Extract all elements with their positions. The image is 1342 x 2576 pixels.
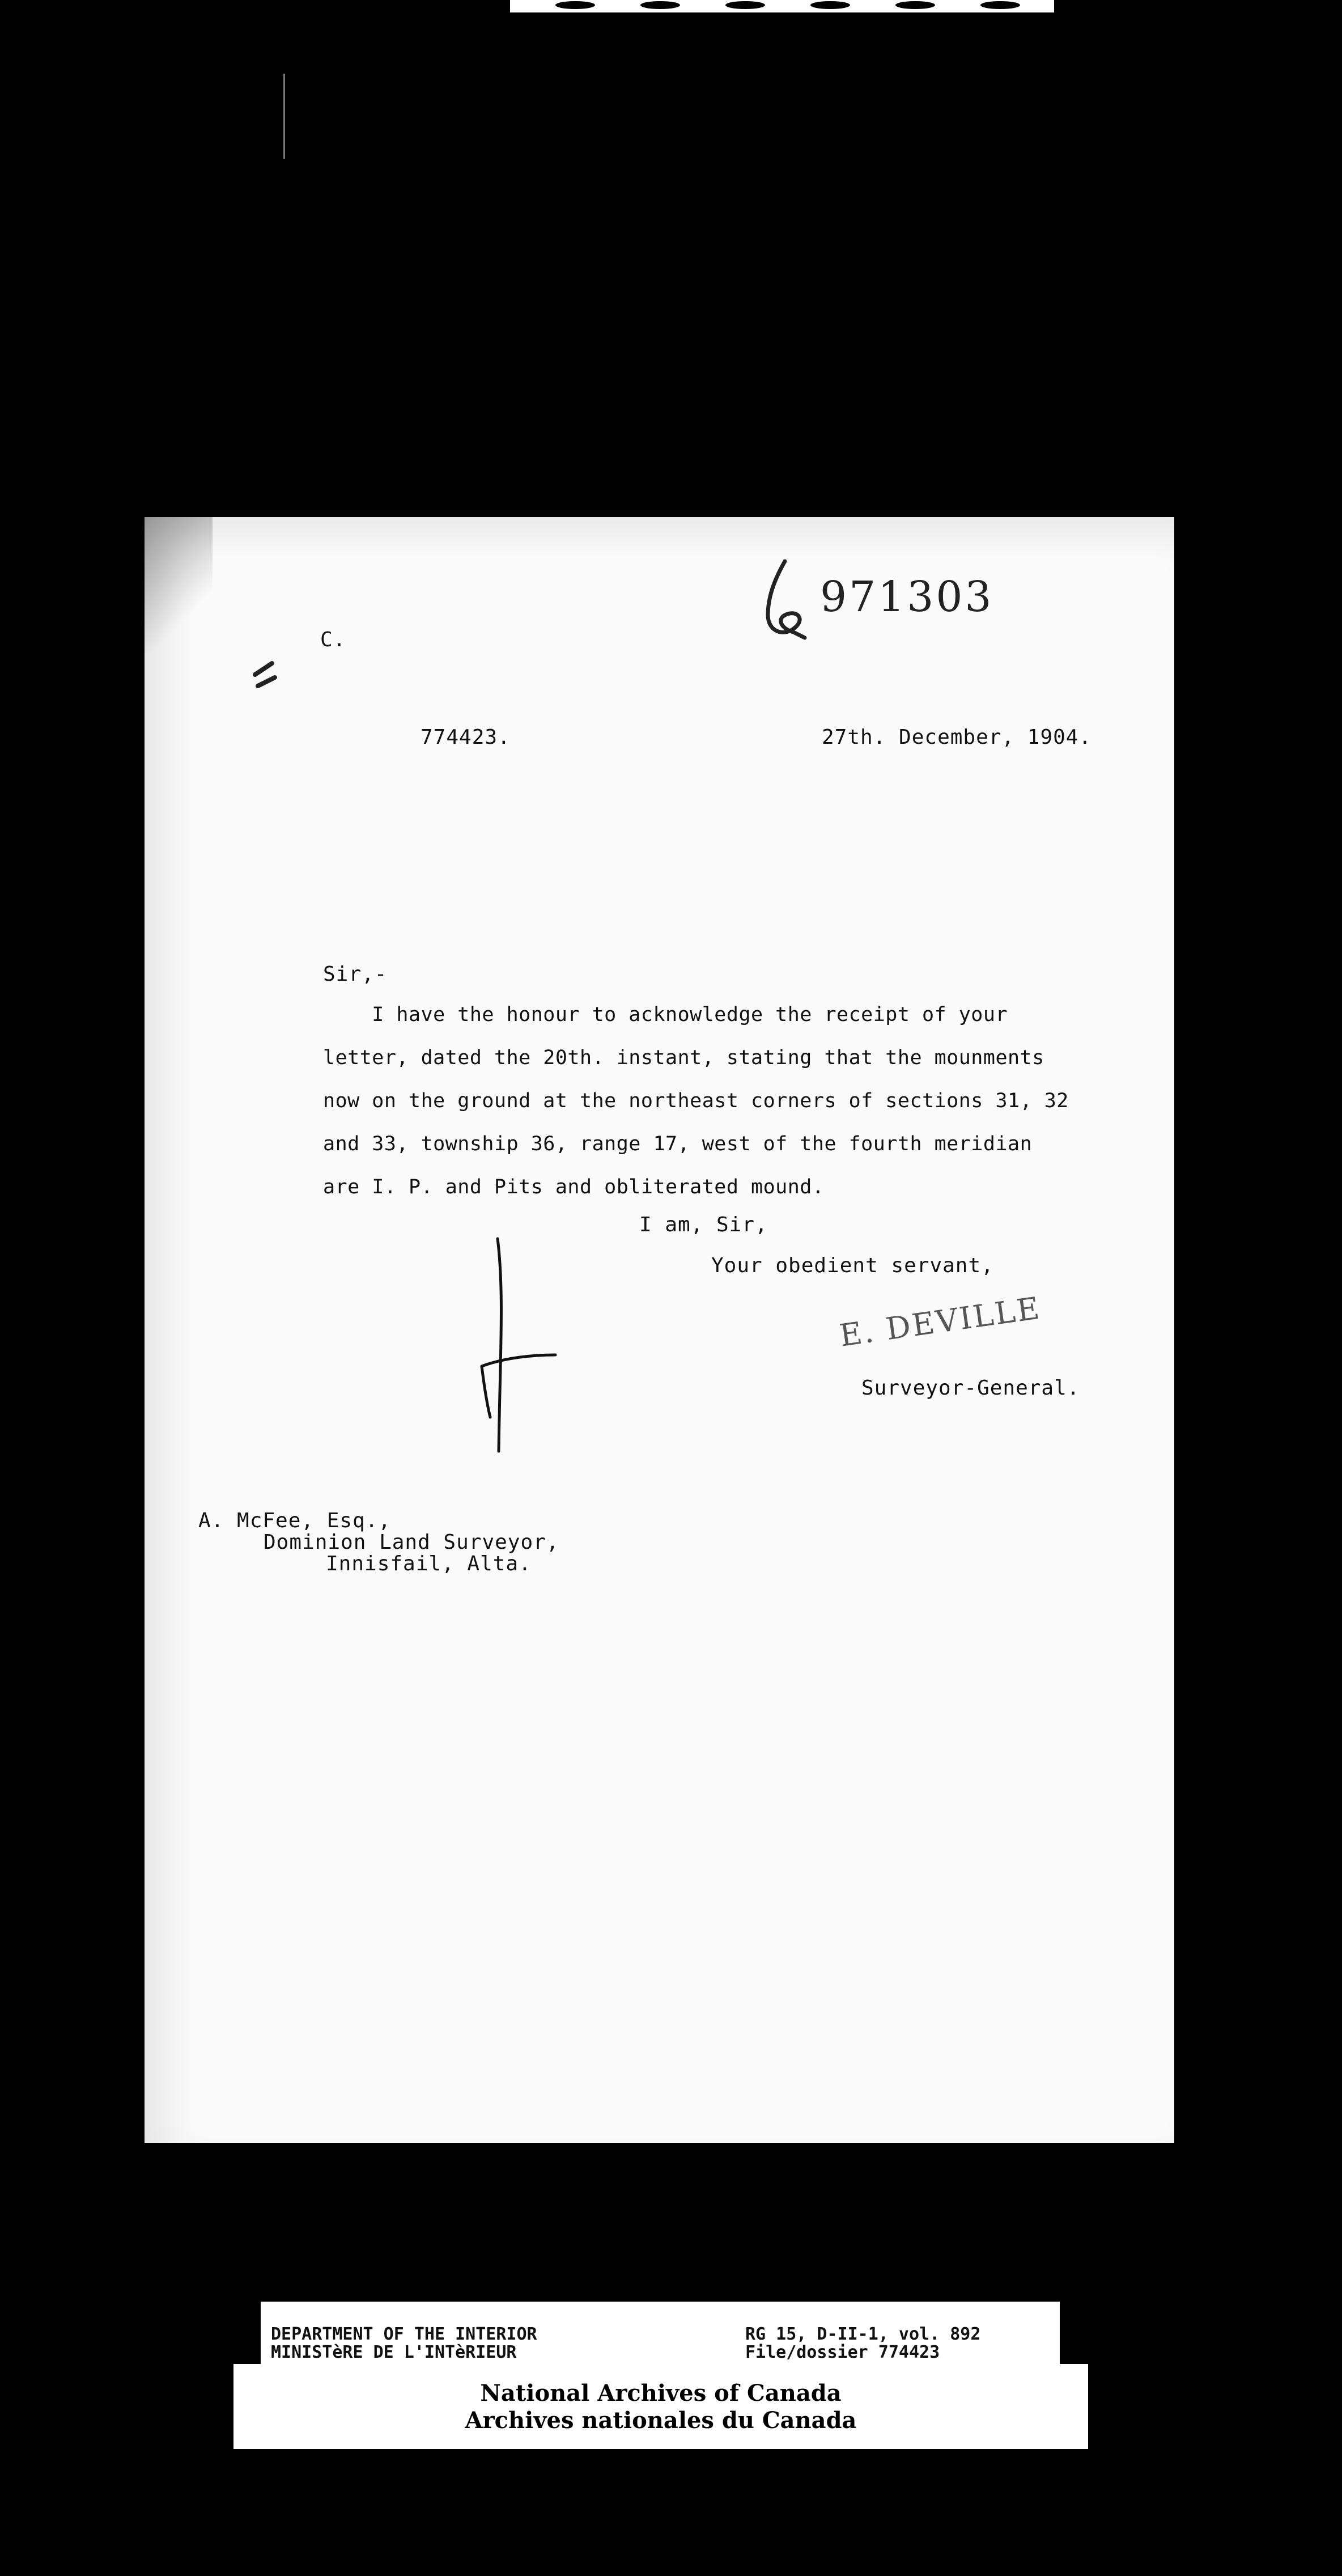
archives-name-en: National Archives of Canada [480, 2380, 842, 2406]
body-line: and 33, township 36, range 17, west of the fourth meridian [323, 1133, 1033, 1155]
film-sprocket-hole [810, 1, 850, 9]
body-line: now on the ground at the northeast corners of sections 31, 32 [323, 1090, 1069, 1112]
film-sprocket-hole [725, 1, 765, 9]
file-number: 774423. [421, 726, 511, 749]
handwritten-initial [470, 1236, 561, 1457]
body-line: I have the honour to acknowledge the receipt of your [323, 1003, 1008, 1026]
sheet-shadow [145, 517, 213, 653]
letter-body [323, 1003, 1116, 1219]
letter-sheet [145, 517, 1174, 2143]
archives-label [233, 2364, 1088, 2449]
addressee-name: A. McFee, Esq., [198, 1509, 392, 1532]
film-sprocket-hole [640, 1, 680, 9]
department-label [261, 2302, 1060, 2364]
department-fr: MINISTèRE DE L'INTèRIEUR [271, 2342, 517, 2362]
record-group: RG 15, D-II-1, vol. 892 [745, 2324, 981, 2344]
department-en: DEPARTMENT OF THE INTERIOR [271, 2324, 537, 2344]
closing-servant: Your obedient servant, [711, 1254, 994, 1277]
salutation: Sir,- [323, 963, 388, 986]
addressee-location: Innisfail, Alta. [326, 1552, 532, 1575]
department-names [271, 2325, 537, 2362]
file-dossier: File/dossier 774423 [745, 2342, 940, 2362]
signatory-title: Surveyor-General. [861, 1376, 1080, 1400]
letter-date: 27th. December, 1904. [822, 726, 1092, 749]
body-line: are I. P. and Pits and obliterated mound. [323, 1176, 825, 1198]
margin-tick-mark [249, 652, 289, 697]
body-line: letter, dated the 20th. instant, stating that the mounments [323, 1046, 1044, 1069]
film-scratch [283, 74, 285, 159]
film-sprocket-hole [895, 1, 935, 9]
marginal-letter: C. [320, 628, 346, 651]
addressee-title: Dominion Land Surveyor, [264, 1531, 559, 1554]
signature-stamp: E. DEVILLE [837, 1290, 1043, 1354]
stamp-number: 971303 [820, 573, 994, 621]
closing-line: I am, Sir, [639, 1213, 768, 1236]
film-strip-edge [510, 0, 1054, 12]
film-sprocket-hole [980, 1, 1020, 9]
archive-reference [745, 2325, 980, 2362]
hand-stamp-mark [751, 558, 819, 643]
film-sprocket-hole [555, 1, 595, 9]
archives-name-fr: Archives nationales du Canada [465, 2407, 857, 2434]
